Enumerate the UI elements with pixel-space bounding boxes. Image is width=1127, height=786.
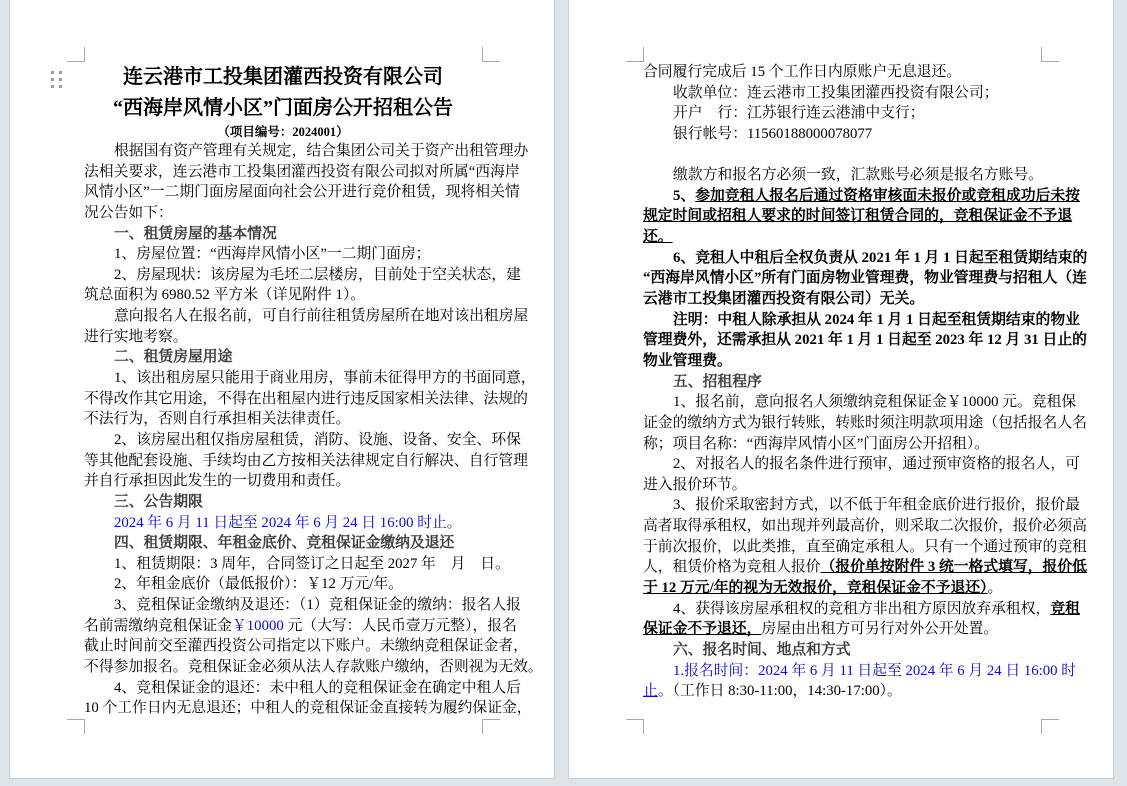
text-line: [84, 471, 482, 492]
text-run: 截止时间前交至灌西投资公司指定以下账户。未缴纳竞租保证金者，: [84, 638, 528, 655]
text-line: [84, 327, 482, 348]
text-run: 证金的缴纳方式为银行转账，转账时须注明款项用途（包括报名人名: [643, 414, 1087, 431]
margin-crop-mark-top-left-icon: [67, 47, 85, 62]
text-run: 连云港市工投集团灌西投资有限公司: [123, 66, 443, 88]
section-heading-line: [84, 533, 482, 554]
text-run: 止: [643, 683, 658, 700]
text-run: 缴款方和报名方必须一致，汇款账号必须是报名方账号。: [673, 167, 1043, 184]
text-line: [84, 616, 517, 637]
section-heading-line: [84, 492, 482, 513]
margin-crop-mark-top-right-icon: [1041, 47, 1059, 62]
text-line: [643, 206, 1073, 227]
text-run: 二、租赁房屋用途: [114, 349, 233, 366]
text-run: 2、该房屋出租仅指房屋租赁，消防、设施、设备、安全、环保: [114, 431, 521, 448]
text-run: 进入报价环节。: [643, 476, 747, 493]
text-run: 2、年租金底价（最低报价）：￥12 万元/年。: [114, 576, 403, 593]
text-line: [84, 657, 543, 678]
text-line: [643, 351, 1041, 372]
text-run: 进行实地考察。: [84, 328, 188, 345]
text-run: 2、对报名人的报名条件进行预审，通过预审资格的报名人，可: [673, 456, 1080, 473]
text-run: 竞租: [1050, 600, 1080, 617]
text-run: 3、报价采取密封方式，以不低于年租金底价进行报价，报价最: [673, 497, 1080, 514]
text-line: [84, 265, 521, 286]
section-heading-line: [84, 347, 482, 368]
text-run: 不得参加报名。竞租保证金必须从法人存款账户缴纳，否则视为无效。: [84, 659, 543, 676]
text-line: [84, 409, 482, 430]
text-line: [84, 285, 482, 306]
text-line: [84, 698, 532, 719]
text-line: [643, 537, 1087, 558]
page-2: [568, 0, 1114, 779]
text-run: 于 12 万元/年的视为无效报价，竞租保证金不予退还）: [643, 580, 988, 597]
text-run: 10 个工作日内无息退还；中租人的竞租保证金直接转为履约保证金，: [84, 700, 532, 717]
text-line: [643, 62, 1041, 83]
text-run: 况公告如下：: [84, 204, 173, 221]
text-line: [643, 557, 1087, 578]
text-run: 于前次报价，以此类推，直至确定承租人。只有一个通过预审的竞租: [643, 538, 1087, 555]
text-line: [643, 495, 1080, 516]
text-run: 6、竞租人中租后全权负责从 2021 年 1 月 1 日起至租赁期结束的: [673, 249, 1088, 266]
text-line: [643, 330, 1087, 351]
text-line: [643, 413, 1087, 434]
text-run: 名前需缴纳竞租保证金: [84, 617, 232, 634]
drag-handle-icon[interactable]: [51, 71, 65, 91]
text-run: 意向报名人在报名前，可自行前往租赁房屋所在地对该出租房屋: [114, 308, 529, 325]
text-run: 并自行承担因此发生的一切费用和责任。: [84, 473, 351, 490]
text-line: [84, 162, 520, 183]
text-run: 4、竞租保证金的退还：未中租人的竞租保证金在确定中租人后: [114, 679, 521, 696]
text-run: 1、报名前，意向报名人须缴纳竞租保证金￥10000 元。竞租保: [673, 394, 1077, 411]
text-line: [84, 430, 521, 451]
text-run: （项目编号：2024001）: [217, 125, 349, 139]
text-run: 三、公告期限: [114, 493, 203, 510]
text-line: [643, 516, 1087, 537]
text-run: 。: [987, 580, 1003, 597]
text-run: 开户 行：江苏银行连云港浦中支行；: [673, 105, 925, 122]
text-run: 管理费外，还需承担从 2021 年 1 月 1 日起至 2023 年 12 月 31 日止的: [643, 332, 1087, 349]
text-line: [643, 475, 1041, 496]
text-line: [84, 203, 482, 224]
text-run: 高者取得承租权，如出现并列最高价，则采取二次报价，报价必须高: [643, 518, 1087, 535]
text-line: [84, 595, 521, 616]
text-run: 法相关要求，连云港市工投集团灌西投资有限公司拟对所属“西海岸: [84, 163, 520, 180]
text-run: 参加竞租人报名后通过资格审核面未报价或竞租成功后未按: [695, 187, 1080, 204]
text-run: 五、招租程序: [673, 373, 762, 390]
text-run: 1、房屋位置：“西海岸风情小区”一二期门面房；: [114, 246, 431, 263]
text-run: 房屋由出租方可另行对外公开处置。: [761, 621, 999, 638]
text-line: [643, 578, 1041, 599]
text-line: [643, 165, 1041, 186]
text-line: [643, 599, 1080, 620]
text-run: 人，租赁价格为竞租人报价: [643, 559, 821, 576]
margin-crop-mark-bottom-left-icon: [626, 719, 644, 734]
text-run: 筑总面积为 6980.52 平方米（详见附件 1）。: [84, 287, 366, 304]
text-run: 规定时间或招租人要求的时间签订租赁合同的，竞租保证金不予退: [643, 208, 1073, 225]
text-run: 根据国有资产管理有关规定，结合集团公司关于资产出租管理办: [114, 143, 529, 159]
text-run: 一、租赁房屋的基本情况: [114, 225, 277, 242]
text-line: [84, 389, 528, 410]
text-line: [84, 141, 529, 162]
text-run: 元（大写：人民币壹万元整），报名: [287, 617, 517, 634]
text-line: [643, 681, 1041, 702]
text-run: 5、: [673, 187, 696, 204]
text-line: [84, 554, 510, 575]
text-run: 3、竞租保证金缴纳及退还：（1）竞租保证金的缴纳：报名人报: [114, 597, 521, 614]
page-1-text-area: [84, 62, 543, 719]
text-line: [643, 661, 1077, 682]
text-run: 云港市工投集团灌西投资有限公司）无关。: [643, 291, 925, 308]
text-line: [643, 310, 1080, 331]
text-run: 四、租赁期限、年租金底价、竞租保证金缴纳及退还: [114, 535, 455, 552]
text-run: “西海岸风情小区”所有门面房物业管理费，物业管理费与招租人（连: [643, 270, 1087, 287]
text-run: 保证金不予退还，: [643, 621, 762, 638]
margin-crop-mark-bottom-left-icon: [67, 719, 85, 734]
text-run: 1、该出租房屋只能用于商业用房，事前未征得甲方的书面同意，: [114, 370, 536, 387]
text-line: [643, 268, 1087, 289]
margin-crop-mark-top-left-icon: [626, 47, 644, 62]
text-line: [84, 636, 528, 657]
page-2-text-area: [643, 62, 1088, 702]
margin-crop-mark-top-right-icon: [482, 47, 500, 62]
text-line: [84, 513, 482, 534]
document-title-line: [84, 62, 482, 93]
text-run: 2024 年 6 月 11 日起至 2024 年 6 月 24 日 16:00 时止。: [114, 514, 462, 531]
text-run: 等其他配套设施、手续均由乙方按相关法律规定自行解决、自行管理: [84, 452, 528, 469]
text-run: 不法行为，否则自行承担相关法律责任。: [84, 411, 351, 428]
text-run: （报价单按附件 3 统一格式填写，报价低: [820, 559, 1087, 576]
text-line: [643, 124, 1041, 145]
text-run: 称；项目名称：“西海岸风情小区”门面房公开招租）。: [643, 435, 990, 452]
text-line: [643, 454, 1080, 475]
text-line: [84, 574, 482, 595]
text-run: [643, 147, 647, 163]
text-line: [84, 182, 520, 203]
page-1: [9, 0, 555, 779]
text-run: 银行帐号：11560188000078077: [673, 125, 873, 142]
text-run: ￥10000: [231, 617, 288, 634]
text-line: [84, 678, 521, 699]
text-line: [643, 227, 1041, 248]
document-title-line: [84, 93, 482, 124]
margin-crop-mark-bottom-right-icon: [482, 719, 500, 734]
text-line: [643, 186, 1080, 207]
text-run: 。（工作日 8:30-11:00，14:30-17:00）。: [657, 683, 902, 700]
text-run: 收款单位：连云港市工投集团灌西投资有限公司；: [673, 84, 999, 101]
text-line: [643, 83, 1041, 104]
text-line: [84, 306, 529, 327]
margin-crop-mark-bottom-right-icon: [1041, 719, 1059, 734]
project-number-line: [84, 124, 482, 141]
blank-line: [643, 145, 1041, 166]
text-line: [84, 368, 536, 389]
text-run: 风情小区”一二期门面房屋面向社会公开进行竞价租赁，现将相关情: [84, 184, 520, 201]
text-line: [84, 244, 482, 265]
text-line: [643, 434, 1041, 455]
section-heading-line: [643, 372, 1041, 393]
text-run: 六、报名时间、地点和方式: [673, 641, 851, 658]
text-run: 注明：中租人除承担从 2024 年 1 月 1 日起至租赁期结束的物业: [673, 311, 1080, 328]
section-heading-line: [84, 224, 482, 245]
text-run: 1.报名时间：2024 年 6 月 11 日起至 2024 年 6 月 24 日 16:00 时: [673, 662, 1077, 679]
text-run: 不得改作其它用途，不得在出租屋内进行违反国家相关法律、法规的: [84, 390, 528, 407]
text-line: [643, 619, 1041, 640]
text-run: “西海岸风情小区”门面房公开招租公告: [113, 97, 453, 119]
text-line: [643, 289, 1041, 310]
text-run: 物业管理费。: [643, 352, 732, 369]
text-line: [84, 451, 528, 472]
section-heading-line: [643, 640, 1041, 661]
text-run: 还。: [643, 229, 673, 246]
text-line: [643, 392, 1077, 413]
text-line: [643, 103, 1041, 124]
text-run: 2、房屋现状：该房屋为毛坯二层楼房，目前处于空关状态，建: [114, 266, 521, 283]
text-line: [643, 248, 1088, 269]
text-run: 合同履行完成后 15 个工作日内原账户无息退还。: [643, 64, 962, 80]
text-run: 1、租赁期限：3 周年，合同签订之日起至 2027 年 月 日。: [114, 555, 510, 572]
text-run: 4、获得该房屋承租权的竞租方非出租方原因放弃承租权，: [673, 600, 1051, 617]
